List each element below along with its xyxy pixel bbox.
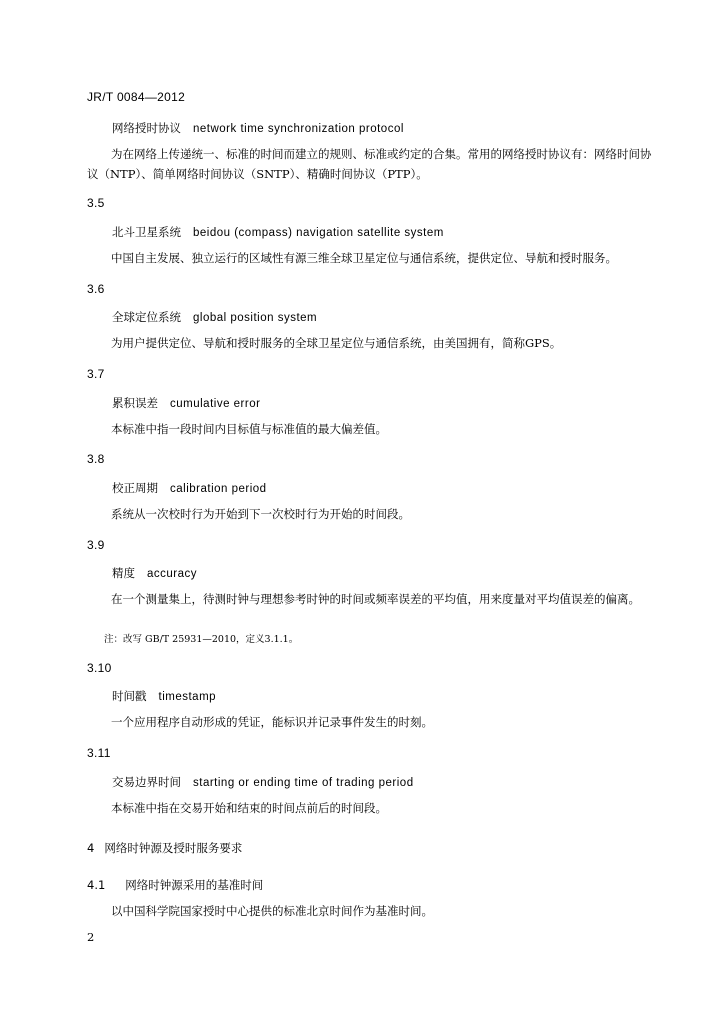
clause-number: 3.10	[87, 661, 112, 675]
term-chinese: 北斗卫星系统	[112, 225, 181, 239]
term-chinese: 校正周期	[112, 481, 158, 495]
subsection-number: 4.1	[87, 878, 106, 892]
clause-number: 3.5	[87, 196, 105, 210]
term-english: timestamp	[158, 691, 217, 703]
term-definition: 为用户提供定位、导航和授时服务的全球卫星定位与通信系统，由美国拥有，简称GPS。	[111, 336, 562, 350]
term-definition: 为在网络上传递统一、标准的时间而建立的规则、标准或约定的合集。常用的网络授时协议有：网络时间协议（NTP）、简单网络时间协议（SNTP）、精确时间协议（PTP）。	[87, 147, 652, 181]
term-english: starting or ending time of trading period	[193, 777, 414, 789]
term-chinese: 精度	[112, 566, 135, 580]
term-note: 注：改写 GB/T 25931—2010，定义3.1.1。	[104, 634, 299, 645]
term-chinese: 累积误差	[112, 396, 158, 410]
term-chinese: 全球定位系统	[112, 310, 181, 324]
subsection-title: 网络时钟源采用的基准时间	[125, 878, 264, 892]
subsection-heading	[87, 877, 263, 893]
term-title	[112, 480, 267, 496]
term-chinese: 交易边界时间	[112, 775, 181, 789]
term-english: cumulative error	[170, 398, 261, 410]
term-title	[112, 120, 404, 136]
term-definition: 中国自主发展、独立运行的区域性有源三维全球卫星定位与通信系统，提供定位、导航和授时服务。	[111, 251, 617, 265]
term-title	[112, 309, 317, 325]
subsection-body: 以中国科学院国家授时中心提供的标准北京时间作为基准时间。	[111, 904, 433, 918]
term-title	[112, 688, 216, 704]
term-english: network time synchronization protocol	[193, 123, 404, 135]
term-english: calibration period	[170, 483, 267, 495]
term-definition: 系统从一次校时行为开始到下一次校时行为开始的时间段。	[111, 507, 410, 521]
clause-number: 3.8	[87, 452, 105, 466]
section-heading	[87, 840, 242, 856]
term-english: beidou (compass) navigation satellite system	[193, 227, 444, 239]
clause-number: 3.9	[87, 538, 105, 552]
term-english: accuracy	[147, 568, 198, 580]
term-definition: 一个应用程序自动形成的凭证，能标识并记录事件发生的时刻。	[111, 715, 433, 729]
clause-number: 3.6	[87, 282, 105, 296]
section-title: 网络时钟源及授时服务要求	[104, 841, 243, 855]
term-chinese: 时间戳	[112, 689, 147, 703]
clause-number: 3.7	[87, 367, 105, 381]
term-title	[112, 774, 414, 790]
term-definition: 本标准中指在交易开始和结束的时间点前后的时间段。	[111, 801, 387, 815]
term-english: global position system	[193, 312, 318, 324]
document-header: JR/T 0084—2012	[87, 90, 186, 104]
term-title	[112, 224, 444, 240]
term-title	[112, 395, 260, 411]
page-number: 2	[87, 930, 95, 944]
term-definition: 在一个测量集上，待测时钟与理想参考时钟的时间或频率误差的平均值，用来度量对平均值误差的偏离。	[111, 592, 640, 606]
term-definition: 本标准中指一段时间内目标值与标准值的最大偏差值。	[111, 422, 387, 436]
section-number: 4	[87, 841, 95, 855]
term-chinese: 网络授时协议	[112, 121, 181, 135]
clause-number: 3.11	[87, 746, 111, 760]
term-title	[112, 565, 197, 581]
